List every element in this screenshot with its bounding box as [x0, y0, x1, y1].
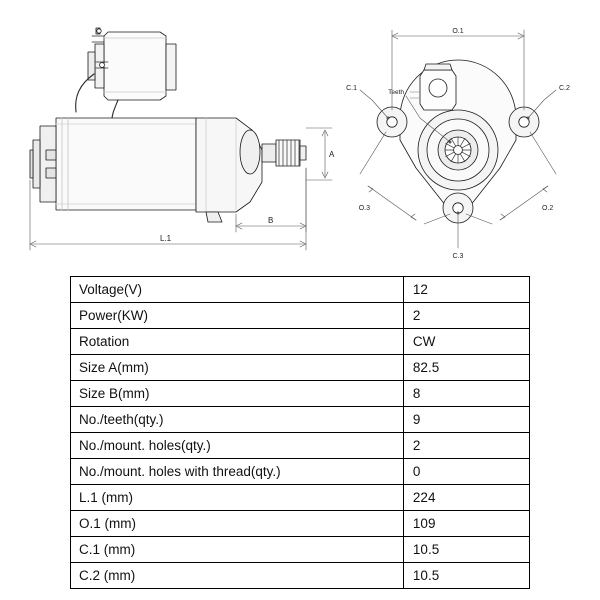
spec-value: 0 [403, 459, 529, 485]
spec-label: Size A(mm) [71, 355, 404, 381]
spec-label: Voltage(V) [71, 277, 404, 303]
front-label-teeth: Teeth [388, 89, 404, 96]
spec-label: C.2 (mm) [71, 563, 404, 589]
table-row [71, 537, 530, 563]
spec-value: 109 [403, 511, 529, 537]
spec-value: 9 [403, 407, 529, 433]
spec-label: Rotation [71, 329, 404, 355]
spec-label: No./mount. holes with thread(qty.) [71, 459, 404, 485]
spec-value: 2 [403, 433, 529, 459]
dimension-label-L1: L.1 [160, 234, 172, 243]
table-row [71, 563, 530, 589]
spec-label: Size B(mm) [71, 381, 404, 407]
table-row [71, 459, 530, 485]
front-label-O3: O.3 [358, 205, 370, 212]
front-label-C3: C.3 [452, 253, 464, 260]
table-row [71, 407, 530, 433]
spec-value: 82.5 [403, 355, 529, 381]
spec-value: CW [403, 329, 529, 355]
spec-label: L.1 (mm) [71, 485, 404, 511]
spec-value: 2 [403, 303, 529, 329]
front-label-C2: C.2 [559, 85, 570, 92]
spec-label: No./teeth(qty.) [71, 407, 404, 433]
front-view-group [346, 28, 570, 260]
table-row [71, 485, 530, 511]
side-view-group [30, 28, 335, 250]
table-row [71, 303, 530, 329]
front-label-O1: O.1 [452, 28, 464, 35]
spec-value: 12 [403, 277, 529, 303]
table-row [71, 511, 530, 537]
spec-value: 224 [403, 485, 529, 511]
spec-value: 10.5 [403, 537, 529, 563]
table-row [71, 433, 530, 459]
spec-label: C.1 (mm) [71, 537, 404, 563]
technical-drawing [0, 0, 600, 272]
specification-table-body [71, 277, 530, 589]
spec-label: No./mount. holes(qty.) [71, 433, 404, 459]
table-row [71, 355, 530, 381]
spec-label: O.1 (mm) [71, 511, 404, 537]
spec-label: Power(KW) [71, 303, 404, 329]
table-row [71, 381, 530, 407]
specification-table [70, 276, 530, 589]
dimension-label-B: B [268, 216, 274, 225]
spec-value: 10.5 [403, 563, 529, 589]
front-label-O2: O.2 [542, 205, 554, 212]
table-row [71, 329, 530, 355]
dimension-label-A: A [329, 150, 335, 159]
spec-value: 8 [403, 381, 529, 407]
front-label-C1: C.1 [346, 85, 357, 92]
table-row [71, 277, 530, 303]
